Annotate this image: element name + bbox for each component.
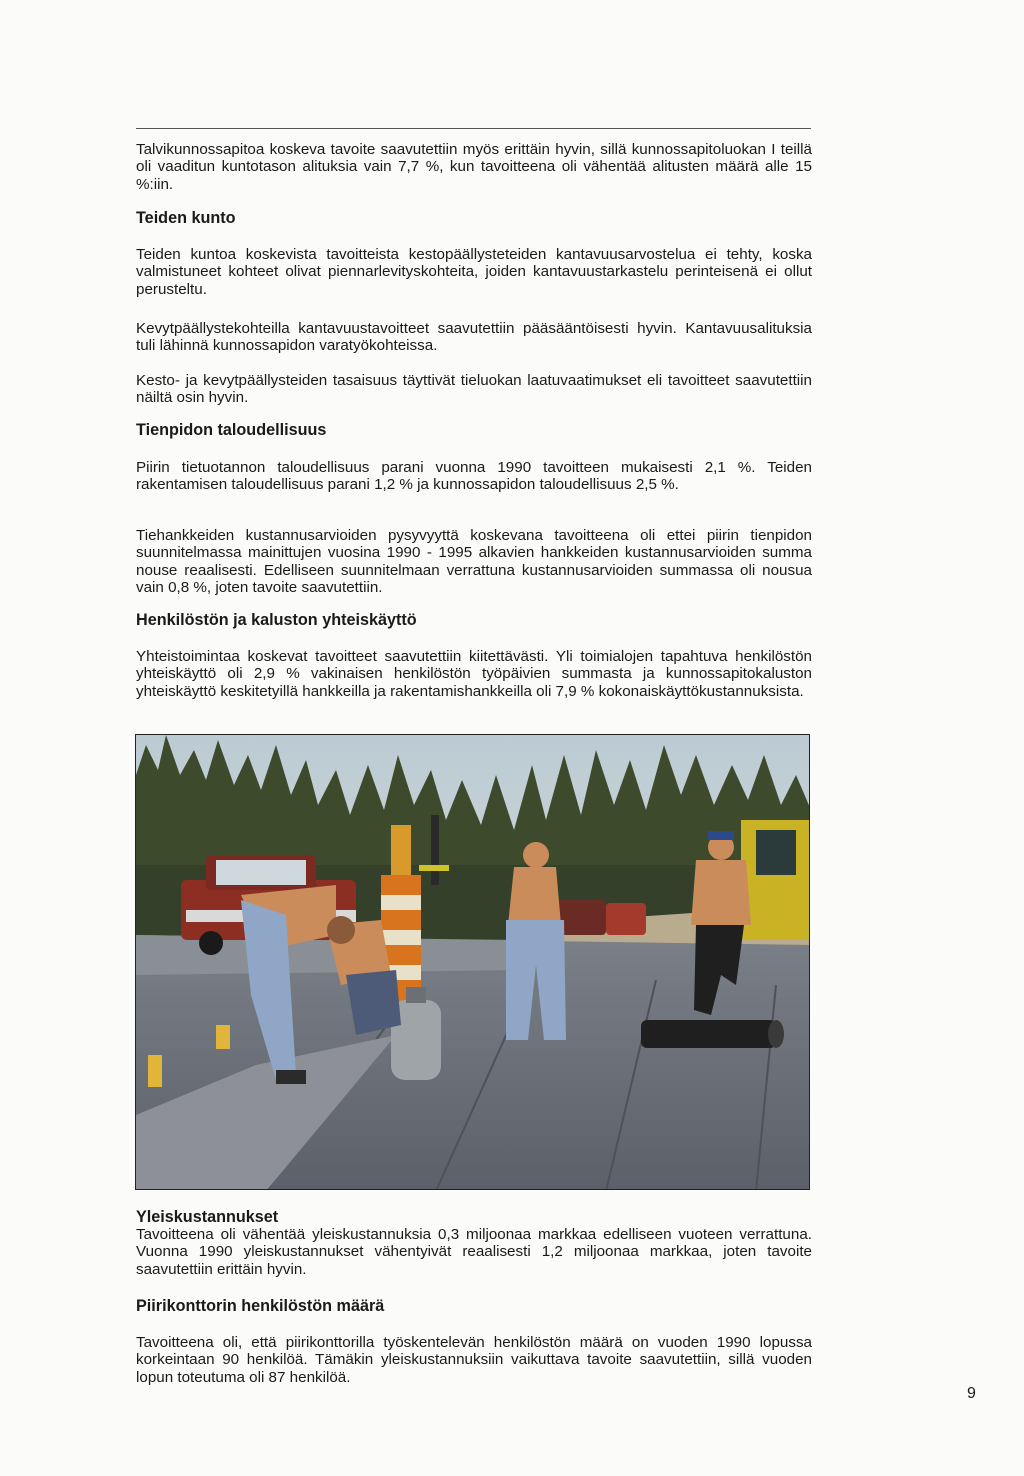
heading-piirikonttori: Piirikonttorin henkilöstön määrä xyxy=(136,1297,385,1315)
paragraph-taloudellisuus: Piirin tietuotannon taloudellisuus parani vuonna 1990 tavoitteen mukaisesti 2,1 %. Teiden rakentamisen taloudellisuus parani 1,2 % ja kunnossapidon taloudellisuus 2,5 %. xyxy=(136,459,812,494)
paragraph-piirikonttori: Tavoitteena oli, että piirikonttorilla työskentelevän henkilöstön määrä on vuoden 1990 lopussa korkeintaan 90 henkilöä. Tämäkin yleiskustannuksiin vaikuttava tavoite saavutettiin, sillä vuoden lopun toteutuma oli 87 henkilöä. xyxy=(136,1334,812,1386)
heading-yleiskustannukset: Yleiskustannukset xyxy=(136,1208,279,1226)
road-far xyxy=(136,935,516,975)
heading-tienpidon-taloudellisuus: Tienpidon taloudellisuus xyxy=(136,421,327,439)
paragraph-yhteiskaytto: Yhteistoimintaa koskevat tavoitteet saavutettiin kiitettävästi. Yli toimialojen tapahtuva henkilöstön yhteiskäyttö oli 2,9 % vakinaisen henkilöstön työpäivien summasta ja kunnossapitokaluston yhteiskäyttö keskitetyillä hankkeilla ja rakentamishankkeilla oli 7,9 % kokonaiskäyttökustannuksista. xyxy=(136,648,812,700)
top-rule xyxy=(136,128,811,129)
paragraph-teiden-kunto: Teiden kuntoa koskevista tavoitteista kestopäällysteteiden kantavuusarvostelua ei tehty, koska valmistuneet kohteet olivat piennarlevityskohteita, joiden kantavuustarkastelu perinteisenä ei ollut perusteltu. xyxy=(136,246,812,298)
heading-yhteiskaytto: Henkilöstön ja kaluston yhteiskäyttö xyxy=(136,611,417,629)
page-number: 9 xyxy=(967,1385,976,1402)
heading-teiden-kunto: Teiden kunto xyxy=(136,209,236,227)
paragraph-yleiskustannukset: Tavoitteena oli vähentää yleiskustannuksia 0,3 miljoonaa markkaa edelliseen vuoteen verrattuna. Vuonna 1990 yleiskustannukset vähentyivät reaalisesti 1,2 miljoonaa markkaa, joten tavoite saavutettiin erittäin hyvin. xyxy=(136,1226,812,1278)
paragraph-kustannusarviot: Tiehankkeiden kustannusarvioiden pysyvyyttä koskevana tavoitteena oli ettei piirin tienpidon suunnitelmassa mainittujen vuosina 1990 - 1995 alkavien hankkeiden kustannusarvioiden summa nouse reaalisesti. Edelliseen suunnitelmaan verrattuna kustannusarvioiden summassa oli nousua vain 0,8 %, joten tavoite saavutettiin. xyxy=(136,527,812,596)
yellow-machine xyxy=(741,820,810,940)
road-paving-photo xyxy=(135,734,810,1190)
far-car-2 xyxy=(606,903,646,935)
paragraph-kevytpaallyste: Kevytpäällystekohteilla kantavuustavoitteet saavutettiin pääsääntöisesti hyvin. Kantavuusalituksia tuli lähinnä kunnossapidon varatyökohteissa. xyxy=(136,320,812,355)
membrane-roll xyxy=(641,1020,784,1048)
paragraph-tasaisuus: Kesto- ja kevytpäällysteiden tasaisuus täyttivät tieluokan laatuvaatimukset eli tavoitteet saavutettiin näiltä osin hyvin. xyxy=(136,372,812,407)
paragraph-talvikunnossapito: Talvikunnossapitoa koskeva tavoite saavutettiin myös erittäin hyvin, sillä kunnossapitoluokan I teillä oli vaaditun kuntotason alituksia vain 7,7 %, kun tavoitteena oli vähentää alitusten määrä alle 15 %:iin. xyxy=(136,141,812,193)
